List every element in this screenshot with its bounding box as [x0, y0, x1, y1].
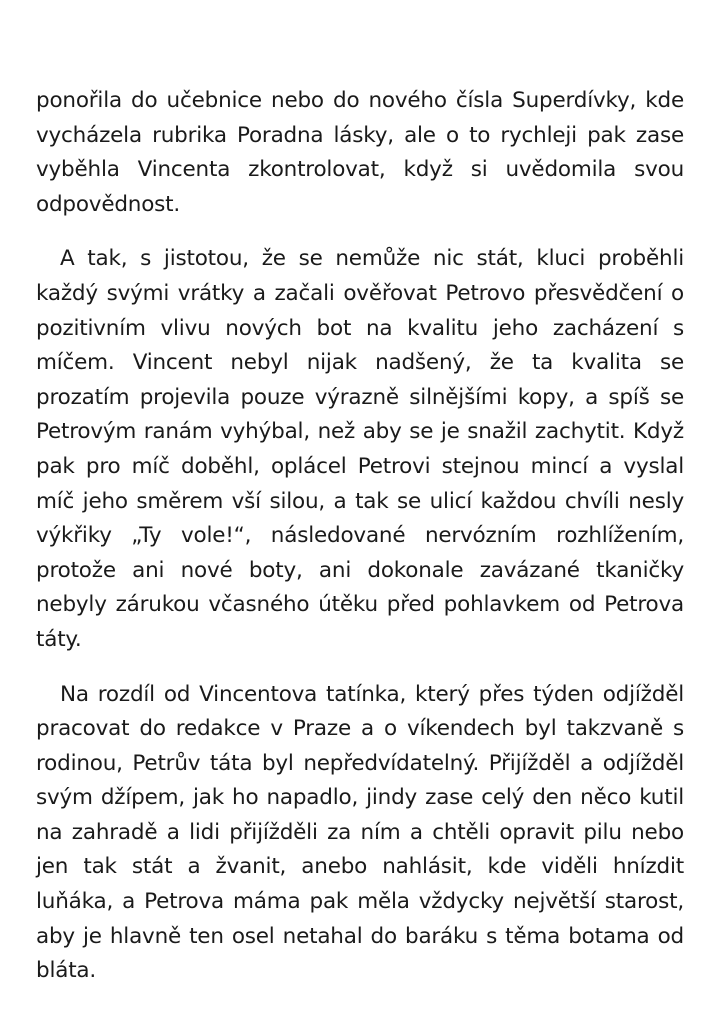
document-page [36, 84, 684, 1009]
paragraph-3: Na rozdíl od Vincentova tatínka, který přes týden odjížděl pracovat do redakce v Praze a o víkendech byl takzvaně s rodinou, Petrův táta byl nepředvídatelný. Přijížděl a odjížděl svým džípem, jak ho napadlo, jindy zase celý den něco kutil na zahradě a lidi přijížděli za ním a chtěli opravit pilu nebo jen tak stát a žvanit, anebo nahlásit, kde viděli hnízdit luňáka, a Petrova máma pak měla vždycky největší starost, aby je hlavně ten osel netahal do baráku s těma botama od bláta. [36, 681, 684, 984]
paragraph-2: A tak, s jistotou, že se nemůže nic stát, kluci proběhli každý svými vrátky a začali ověřovat Petrovo přesvědčení o pozitivním vlivu nových bot na kvalitu jeho zacházení s míčem. Vincent nebyl nijak nadšený, že ta kvalita se prozatím projevila pouze výrazně silnějšími kopy, a spíš se Petrovým ranám vyhýbal, než aby se je snažil zachytit. Když pak pro míč doběhl, oplácel Petrovi stejnou mincí a vyslal míč jeho směrem vší silou, a tak se ulicí každou chvíli nesly výkřiky „Ty vole!“, následované nervózním rozhlížením, protože ani nové boty, ani dokonale zavázané tkaničky nebyly zárukou včasného útěku před pohlavkem od Petrova táty. [36, 246, 684, 652]
paragraph-1: ponořila do učebnice nebo do nového čísla Superdívky, kde vycházela rubrika Poradna lásky, ale o to rychleji pak zase vyběhla Vincenta zkontrolovat, když si uvědomila svou odpovědnost. [36, 88, 684, 217]
